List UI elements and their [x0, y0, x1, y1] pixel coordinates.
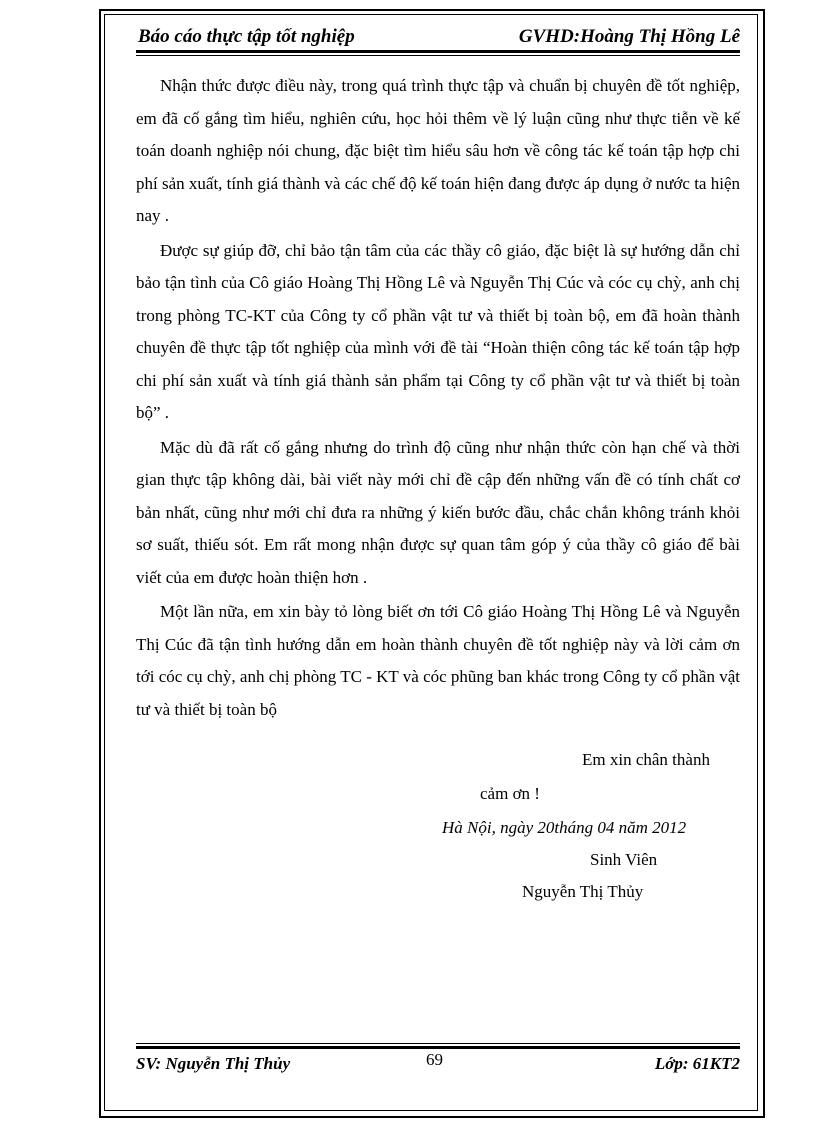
closing-role: Sinh Viên: [590, 850, 658, 869]
page-footer: [136, 1050, 740, 1080]
footer-divider-thin: [136, 1043, 740, 1044]
paragraph: Được sự giúp đỡ, chỉ bảo tận tâm của các thầy cô giáo, đặc biệt là sự hướng dẫn chỉ bảo tận tình của Cô giáo Hoàng Thị Hồng Lê và Nguyễn Thị Cúc và cóc cụ chỳ, anh chị trong phòng TC-KT của Công ty cổ phần vật tư và thiết bị toàn bộ, em đã hoàn thành chuyên đề thực tập tốt nghiệp của mình với đề tài “Hoàn thiện công tác kế toán tập hợp chi phí sản xuất và tính giá thành sản phẩm tại Công ty cổ phần vật tư và thiết bị toàn bộ” .: [136, 240, 740, 422]
body-text: [136, 70, 740, 728]
closing-thanks-cont: cảm ơn !: [480, 784, 540, 803]
paragraph: Mặc dù đã rất cố gắng nhưng do trình độ cũng như nhận thức còn hạn chế và thời gian thực tập không dài, bài viết này mới chỉ đề cập đến những vấn đề có tính chất cơ bản nhất, cũng như mới chỉ đưa ra những ý kiến bước đầu, chắc chắn không tránh khỏi sơ suất, thiếu sót. Em rất mong nhận được sự quan tâm góp ý của thầy cô giáo để bài viết của em được hoàn thiện hơn .: [136, 437, 740, 587]
footer-class: Lớp: 61KT2: [654, 1054, 740, 1073]
closing-block: [136, 750, 740, 910]
header-divider-thin: [136, 55, 740, 56]
closing-thanks: Em xin chân thành: [582, 750, 710, 769]
closing-student-name: Nguyễn Thị Thủy: [522, 882, 644, 901]
footer-divider: [136, 1046, 740, 1049]
paragraph: Nhận thức được điều này, trong quá trình thực tập và chuẩn bị chuyên đề tốt nghiệp, em đã cố gắng tìm hiểu, nghiên cứu, học hỏi thêm về lý luận cũng như thực tiễn về kế toán doanh nghiệp nói chung, đặc biệt tìm hiểu sâu hơn về công tác kế toán tập hợp chi phí sản xuất, tính giá thành và các chế độ kế toán hiện đang được áp dụng ở nước ta hiện nay .: [136, 76, 740, 225]
paragraph: Một lần nữa, em xin bày tỏ lòng biết ơn tới Cô giáo Hoàng Thị Hồng Lê và Nguyễn Thị Cúc đã tận tình hướng dẫn em hoàn thành chuyên đề tốt nghiệp này và lời cảm ơn tới cóc cụ chỳ, anh chị phòng TC - KT và cóc phũng ban khác trong Công ty cổ phần vật tư và thiết bị toàn bộ: [136, 602, 740, 719]
header-divider: [136, 50, 740, 53]
footer-student: SV: Nguyễn Thị Thủy: [136, 1054, 291, 1073]
header-report-title: Báo cáo thực tập tốt nghiệp: [138, 26, 355, 47]
closing-date: Hà Nội, ngày 20tháng 04 năm 2012: [442, 818, 687, 837]
page-number: 69: [426, 1050, 443, 1069]
header-supervisor: GVHD:Hoàng Thị Hồng Lê: [518, 26, 740, 47]
